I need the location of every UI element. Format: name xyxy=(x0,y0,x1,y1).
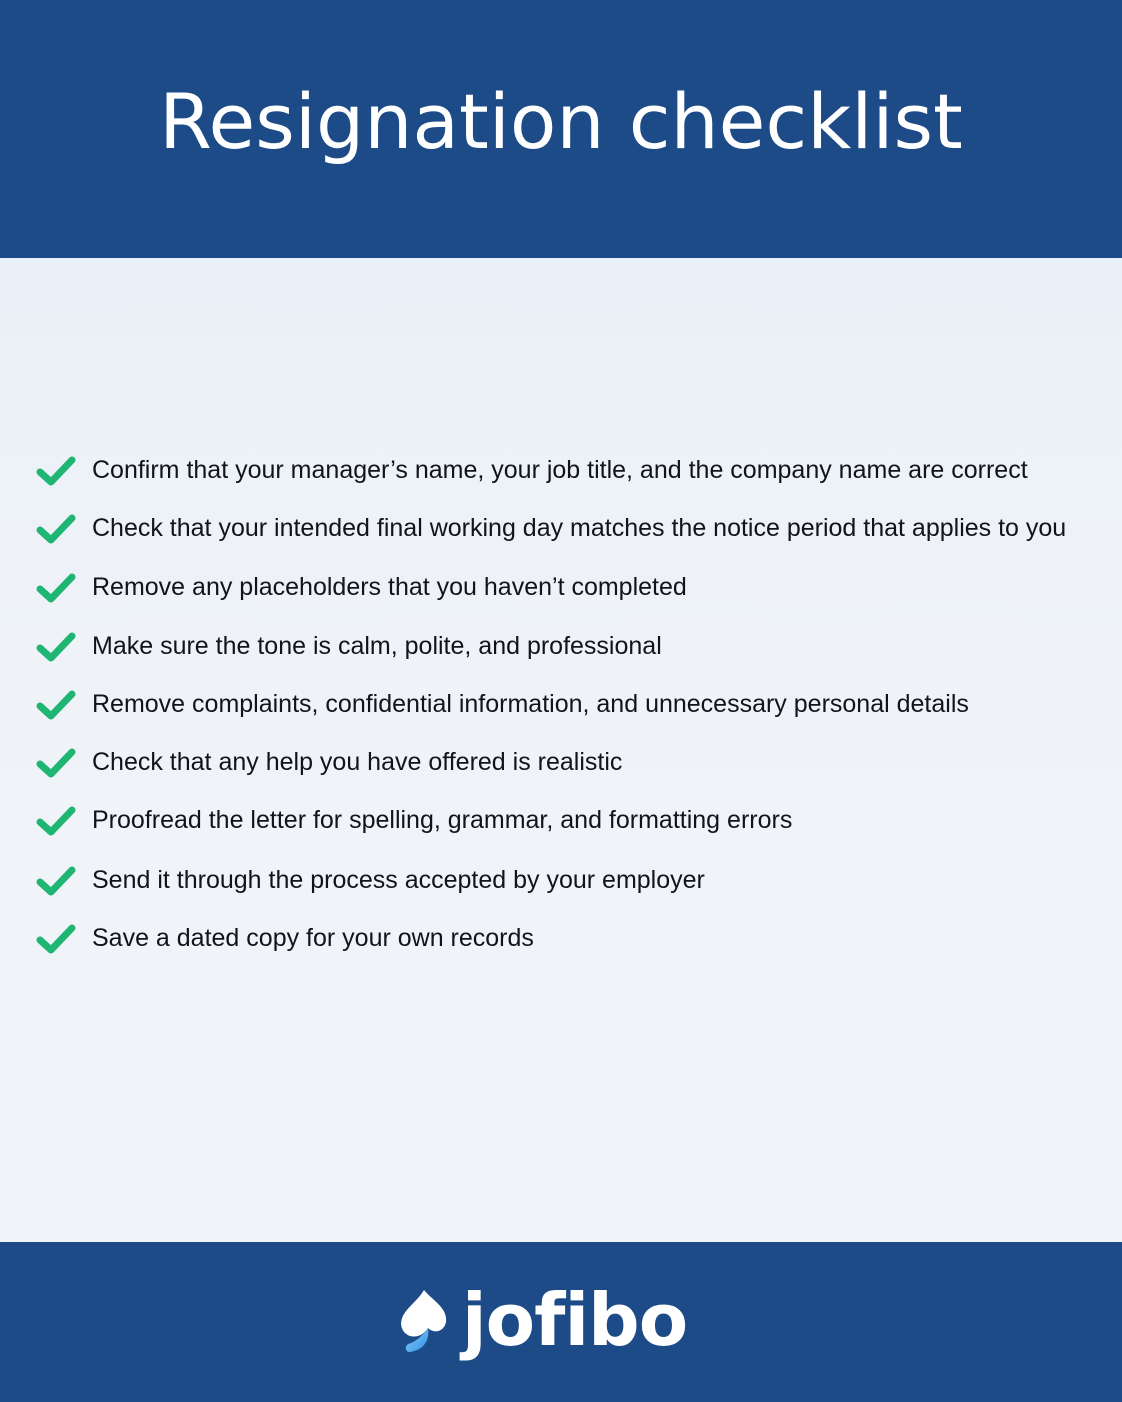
checklist-item-text: Check that any help you have offered is realistic xyxy=(92,748,623,776)
checkmark-icon xyxy=(36,805,76,837)
checklist-item-text: Confirm that your manager’s name, your job title, and the company name are correct xyxy=(92,456,1028,484)
checkmark-icon xyxy=(36,689,76,721)
checklist-item-text: Remove complaints, confidential information, and unnecessary personal details xyxy=(92,690,969,718)
checklist-item-text: Remove any placeholders that you haven’t completed xyxy=(92,573,687,601)
page-title: Resignation checklist xyxy=(159,77,963,166)
checkmark-icon xyxy=(36,572,76,604)
checklist-item-text: Save a dated copy for your own records xyxy=(92,924,534,952)
checkmark-icon xyxy=(36,747,76,779)
checklist-item xyxy=(36,733,1116,791)
checkmark-icon xyxy=(36,631,76,663)
checklist-item xyxy=(36,791,1116,849)
checklist-item-text: Proofread the letter for spelling, grammar, and formatting errors xyxy=(92,806,793,834)
checkmark-icon xyxy=(36,455,76,487)
checklist-item xyxy=(36,617,1116,675)
checklist-item xyxy=(36,851,1116,909)
checklist-item xyxy=(36,558,1116,616)
checklist-item xyxy=(36,499,1116,557)
checkmark-icon xyxy=(36,923,76,955)
checklist-item xyxy=(36,909,1116,967)
checkmark-icon xyxy=(36,513,76,545)
checklist-item xyxy=(36,675,1116,733)
checklist-item-text: Check that your intended final working day matches the notice period that applies to you xyxy=(92,514,1067,542)
checklist-item xyxy=(36,441,1116,499)
jofibo-logo-icon xyxy=(394,1286,458,1362)
brand-name: jofibo xyxy=(462,1278,688,1362)
brand-logo xyxy=(394,1278,734,1362)
header-banner xyxy=(0,0,1122,258)
checklist-item-text: Send it through the process accepted by your employer xyxy=(92,866,705,894)
checklist-item-text: Make sure the tone is calm, polite, and professional xyxy=(92,632,662,660)
checkmark-icon xyxy=(36,865,76,897)
